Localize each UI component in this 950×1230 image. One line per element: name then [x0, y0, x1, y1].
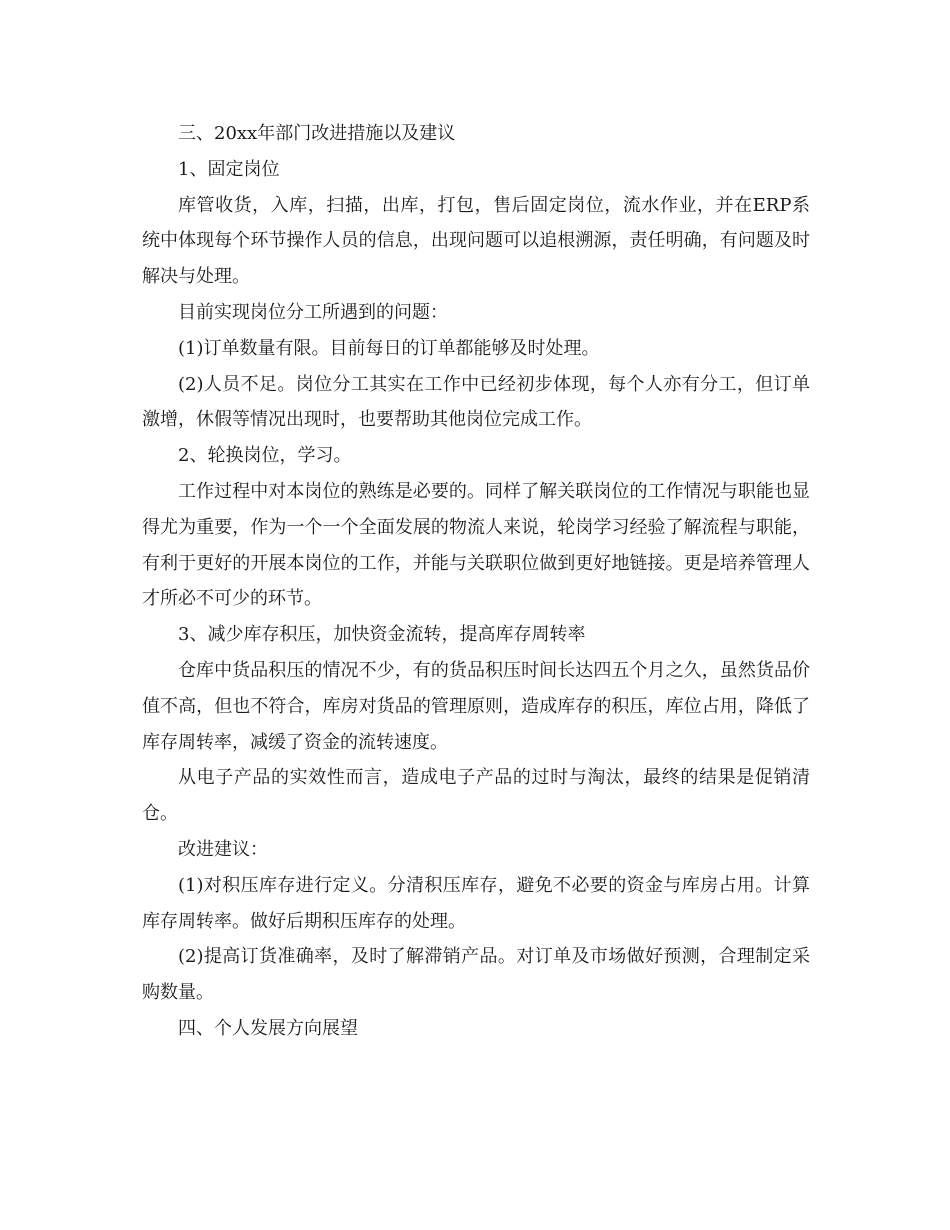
list-item-problem-2: (2)人员不足。岗位分工其实在工作中已经初步体现，每个人亦有分工，但订单激增，休假等情况出现时，也要帮助其他岗位完成工作。 — [142, 373, 810, 431]
paragraph-job-rotation: 工作过程中对本岗位的熟练是必要的。同样了解关联岗位的工作情况与职能也显得尤为重要，作为一个一个全面发展的物流人来说，轮岗学习经验了解流程与职能，有利于更好的开展本岗位的工作，并能与关联职位做到更好地链接。更是培养管理人才所必不可少的环节。 — [142, 480, 810, 610]
section-heading-4: 四、个人发展方向展望 — [178, 1017, 358, 1039]
document-body — [142, 116, 810, 1047]
subheading-reduce-inventory: 3、减少库存积压，加快资金流转，提高库存周转率 — [178, 624, 586, 646]
list-item-suggestion-1: (1)对积压库存进行定义。分清积压库存，避免不必要的资金与库房占用。计算库存周转率。做好后期积压库存的处理。 — [142, 874, 810, 932]
paragraph-inventory-backlog: 仓库中货品积压的情况不少，有的货品积压时间长达四五个月之久，虽然货品价值不高，但也不符合，库房对货品的管理原则，造成库存的积压，库位占用，降低了库存周转率，减缓了资金的流转速度。 — [142, 659, 810, 753]
list-item-problem-1: (1)订单数量有限。目前每日的订单都能够及时处理。 — [178, 337, 600, 359]
paragraph-suggestions-intro: 改进建议： — [178, 838, 268, 860]
subheading-job-rotation: 2、轮换岗位，学习。 — [178, 445, 352, 467]
paragraph-electronics: 从电子产品的实效性而言，造成电子产品的过时与淘汰，最终的结果是促销清仓。 — [142, 767, 810, 825]
list-item-suggestion-2: (2)提高订货准确率，及时了解滞销产品。对订单及市场做好预测，合理制定采购数量。 — [142, 946, 810, 1004]
paragraph-fixed-posts: 库管收货，入库，扫描，出库，打包，售后固定岗位，流水作业，并在ERP系统中体现每个环节操作人员的信息，出现问题可以追根溯源，责任明确，有问题及时解决与处理。 — [142, 194, 810, 288]
section-heading-3: 三、20xx年部门改进措施以及建议 — [178, 123, 456, 144]
paragraph-problems-intro: 目前实现岗位分工所遇到的问题： — [178, 301, 448, 323]
subheading-fixed-posts: 1、固定岗位 — [178, 158, 280, 180]
